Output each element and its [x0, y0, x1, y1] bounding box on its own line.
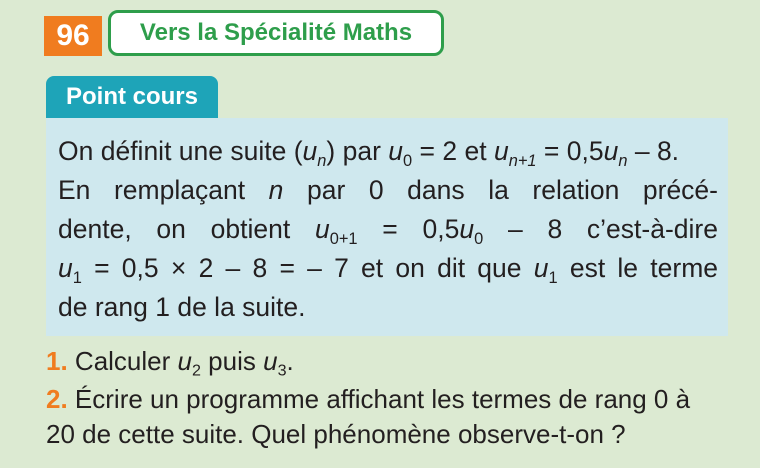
question-1-number: 1. — [46, 346, 68, 376]
category-label: Vers la Spécialité Maths — [108, 10, 444, 56]
question-1: 1. Calculer $u_2$ puis $u_3$. — [46, 346, 294, 380]
point-cours-title: Point cours — [46, 76, 218, 118]
question-2-number: 2. — [46, 384, 68, 414]
exercise-number: 96 — [44, 16, 102, 56]
point-cours-line-5: de rang 1 de la suite. — [58, 292, 306, 322]
point-cours-line-4: $u_1 = 0,5 \times 2 - 8$ = – 7 et on dit que $u_1$ est le terme — [58, 253, 719, 287]
question-2: 2. Écrire un programme affichant les termes de rang 0 à 20 de cette suite. Quel phénomène observe-t-on ? — [46, 384, 691, 449]
point-cours-line-2: En remplaçant n par 0 dans la relation précé- — [58, 175, 718, 205]
point-cours-text — [58, 132, 718, 327]
point-cours-line-3: dente, on obtient $u_{0+1} = 0,5u_0 - 8$ c’est-à-dire — [58, 214, 718, 248]
point-cours-line-1: On définit une suite $(u_n)$ par $u_0 = 2$ et $u_{n+1} = 0,5u_n - 8$. — [58, 136, 680, 170]
